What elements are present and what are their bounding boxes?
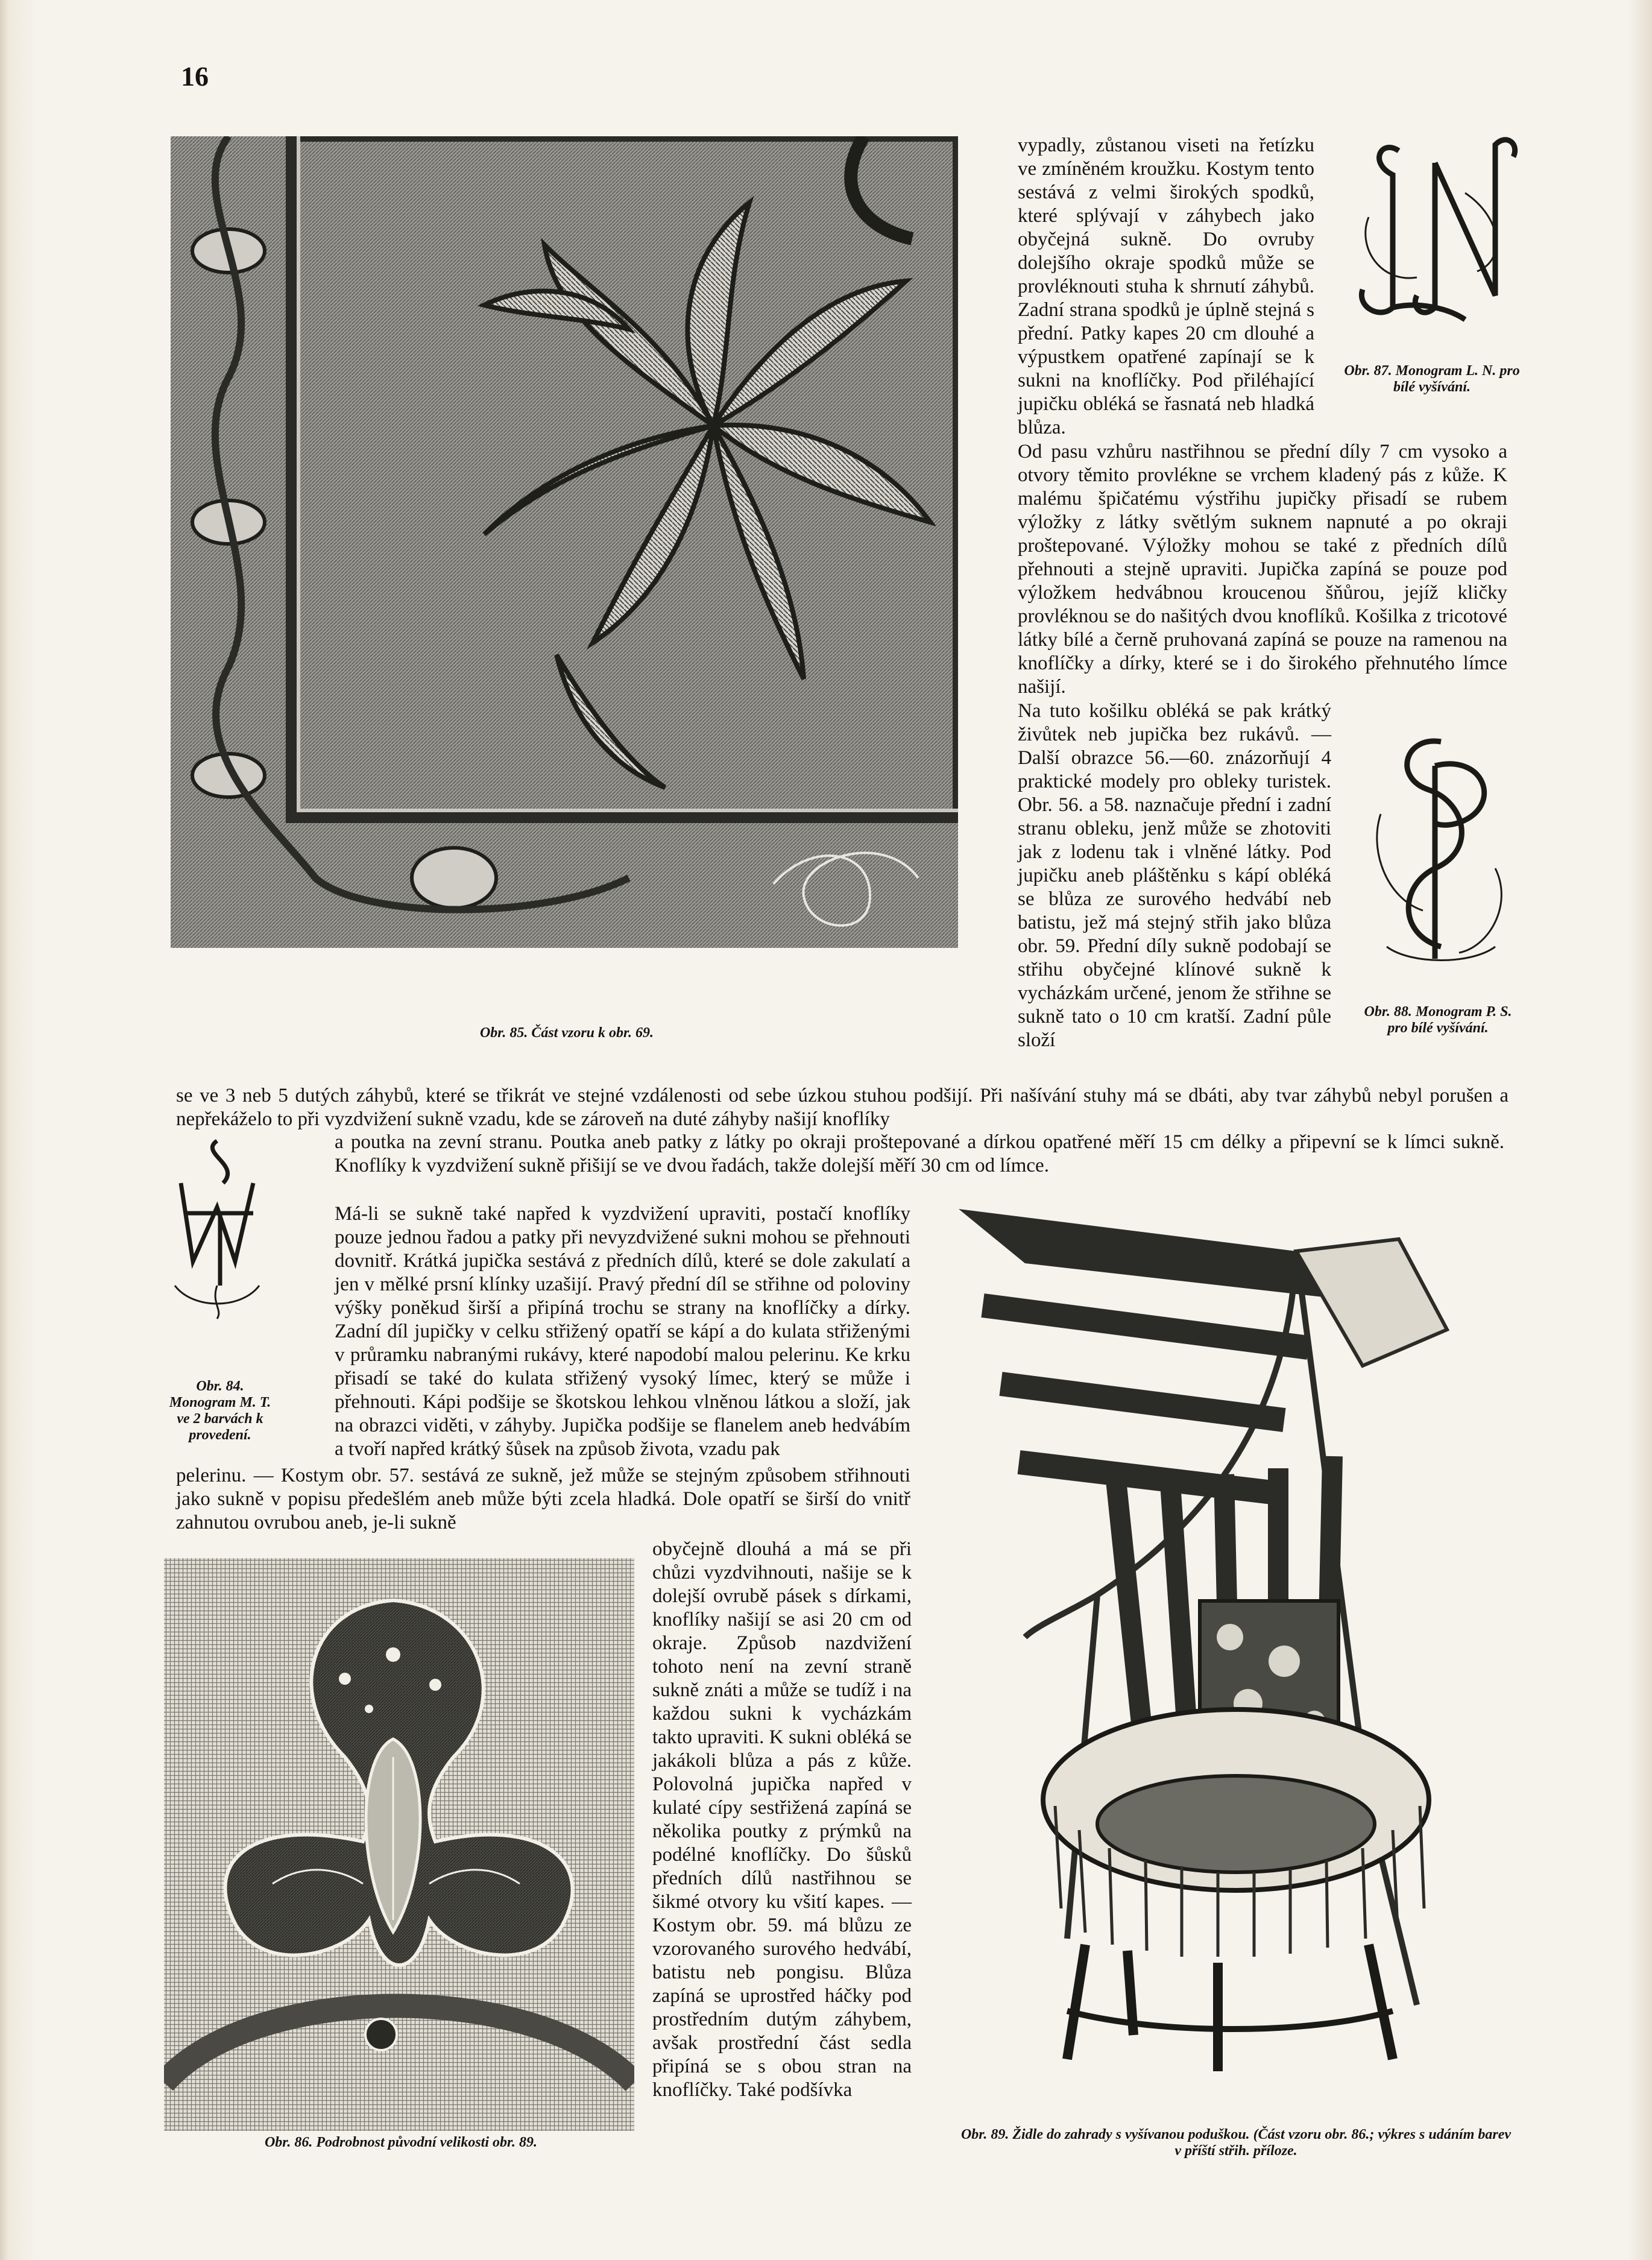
monogram-ln-figure: [1345, 127, 1525, 326]
monogram-mt-figure: [163, 1129, 271, 1322]
page-number: 16: [181, 61, 209, 92]
text-column-middle-right: Od pasu vzhůru nastřihnou se přední díly 7 cm vysoko a otvory těmito provlékne se vrchem kladený pás z kůže. K malému špičatému výstřihu jupičky přisadí se rubem výložky z látky světlým suknem napnuté a po okraji proštepované. Výložky mohou se také z předních dílů přehnouti a stejně upraviti. Jupička zapíná se pouze pod výložkem hedvábnou kroucenou šňůrou, jejíž kličky provléknou se do našitých dvou knoflíků. Košilka z tricotové látky bílé a černě pruhovaná zapíná se pouze na ramenou na knoflíčky a dírky, které se i do širokého přehnutého límce našijí.: [1018, 441, 1507, 698]
figure-85-embroidery-pattern: [171, 136, 958, 948]
figure-87-caption: Obr. 87. Monogram L. N. pro bílé vyšívání.: [1344, 363, 1520, 395]
text-column-lower-left: pelerinu. — Kostym obr. 57. sestává ze sukně, jež může se stejným způsobem střihnouti jako sukně v popisu předešlém aneb může býti zcela hladká. Dole opatří se širší do vnitř zahnutou ovrubou aneb, je-li sukně: [176, 1465, 910, 1533]
monogram-ps-figure: [1363, 730, 1519, 971]
figure-88-caption: Obr. 88. Monogram P. S. pro bílé vyšívání.: [1364, 1004, 1512, 1036]
figure-86-embroidery-detail: [164, 1558, 634, 2131]
figure-89-garden-chair: [947, 1203, 1513, 2116]
text-column-middle: a poutka na zevní stranu. Poutka aneb patky z látky po okraji proštepované a dírkou opatřené měří 15 cm délky a připevní se k límci sukně. Knoflíky k vyzdvižení sukně přišijí se ve dvou řadách, takže dolejší měří 30 cm od límce.: [335, 1131, 1504, 1176]
figure-84-caption: Obr. 84. Monogram M. T. ve 2 barvách k provedení.: [169, 1378, 271, 1443]
text-column-upper-right: vypadly, zůstanou viseti na řetízku ve zmíněném kroužku. Kostym tento sestává z velmi širokých spodků, které splývají v záhybech jako obyčejná sukně. Do ovruby dolejšího okraje spodků může se provléknouti stuha k shrnutí záhybů. Zadní strana spodků je úplně stejná s přední. Patky kapes 20 cm dlouhé a výpustkem opatřené zapínají se k sukni na knoflíčky. Pod přiléhající jupičku obléká se řasnatá neb hladká blůza.: [1018, 134, 1314, 438]
text-column-lower-center: obyčejně dlouhá a má se při chůzi vyzdvihnouti, našije se k dolejší ovrubě pásek s dírkami, knoflíky našijí se asi 20 cm od okraje. Způsob nazdvižení tohoto není na zevní straně sukně znáti a může se tudíž i na každou sukni k vycházkám takto upraviti. K sukni obléká se jakákoli blůza a pás z kůže. Polovolná jupička napřed v kulaté cípy sestřižená zapíná se několika poutky z prýmků na podélné knoflíčky. Do šůsků předních dílů nastřihnou se šikmé otvory ku všití kapes. — Kostym obr. 59. má blůzu ze vzorovaného surového hedvábí, batistu neb pongisu. Blůza zapíná se uprostřed háčky pod prostředním dutým záhybem, avšak prostřední část sedla připíná se s obou stran na knoflíčky. Také podšívka: [652, 1538, 912, 2101]
text-column-center-left: Má-li se sukně také napřed k vyzdvižení upraviti, postačí knoflíky pouze jednou řadou a patky při nevyzdvižené sukni mohou se přehnouti dovnitř. Krátká jupička sestává z předních dílů, které se dole zakulatí a jen v mělké prsní klínky uzašijí. Pravý přední díl se střihne od poloviny výšky poněkud širší a připíná trochu se strany na knoflíčky a dírky. Zadní díl jupičky v celku střižený opatří se kápí a do kulata střiženými v průramku nabranými rukávy, které napodobí malou pelerinu. Ke krku přisadí se také do kulata střižený vysoký límec, který se může i přehnouti. Kápi podšije se škotskou lehkou vlněnou látkou a složí, jak na obrazci viděti, v záhyby. Jupička podšije se flanelem aneb hedvábím a tvoří napřed krátký šůsek na způsob života, vzadu pak: [335, 1203, 910, 1460]
figure-86-caption: Obr. 86. Podrobnost původní velikosti obr. 89.: [264, 2135, 538, 2150]
text-column-narrow-right: Na tuto košilku obléká se pak krátký živůtek neb jupička bez rukávů. — Další obrazce 56.—60. znázorňují 4 praktické modely pro obleky turistek. Obr. 56. a 58. naznačuje přední i zadní stranu obleku, jenž může se zhotoviti jak z lodenu tak i vlněné látky. Pod jupičku aneb pláštěnku s kápí obléká se blůza ze surového hedvábí neb batistu, jež má stejný střih jako blůza obr. 59. Přední díly sukně podobají se střihu obyčejné klínové sukně k vycházkám určené, jenom že střihne se sukně tato o 10 cm kratší. Zadní půle složí: [1018, 700, 1331, 1051]
figure-89-caption: Obr. 89. Židle do zahrady s vyšívanou poduškou. (Část vzoru obr. 86.; výkres s udáním barev v příští střih. příloze.: [960, 2127, 1512, 2159]
figure-85-caption: Obr. 85. Část vzoru k obr. 69.: [479, 1025, 654, 1041]
text-full-width: se ve 3 neb 5 dutých záhybů, které se třikrát ve stejné vzdálenosti od sebe úzkou stuhou podšijí. Při našívání stuhy má se dbáti, aby tvar záhybů nebyl porušen a nepřekáželo to při vyzdvižení sukně vzadu, kde se zároveň na duté záhyby našijí knoflíky: [176, 1085, 1509, 1130]
